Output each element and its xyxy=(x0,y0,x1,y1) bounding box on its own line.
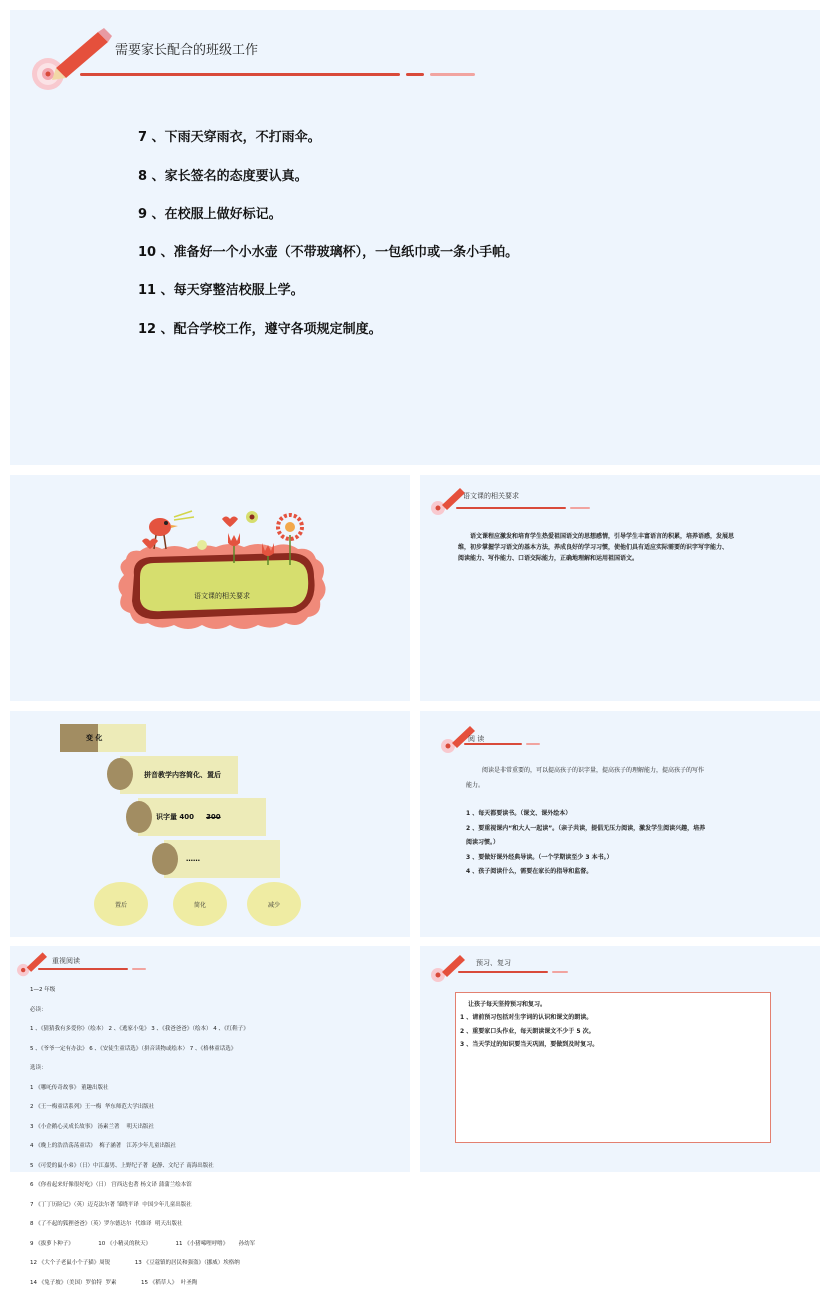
slide-title: 语文课的相关要求 xyxy=(463,492,519,500)
page-title: 需要家长配合的班级工作 xyxy=(115,43,259,58)
book-line: 1—2 年级 xyxy=(30,987,56,993)
paragraph-line: 阅读能力、写作能力、口语交际能力，正确地理解和运用祖国语文。 xyxy=(458,555,639,562)
change-row-label: 识字量 400 xyxy=(156,813,195,821)
book-line: 12 《大个子老鼠小个子猫》周锐 13 《豆蔻镇的居民和强盗》（挪威）埃格纳 xyxy=(30,1260,240,1266)
oval-badge: 置后 xyxy=(94,882,148,926)
slide-cover xyxy=(10,475,410,701)
book-line: 5 、《爷爷一定有办法》 6 、《安徒生童话选》（拼音读物或绘本） 7 、《格林童话选》 xyxy=(30,1045,237,1052)
title-underline xyxy=(80,73,400,76)
oval-badge: 减少 xyxy=(247,882,301,926)
book-line: 9 《拔萝卜种子》 10 《小精灵的秋天》 11 《小猪唏哩呼噜》 孙幼军 xyxy=(30,1240,256,1247)
reading-item: 3 、要做好课外经典导读。（一个学期读至少 3 本书。） xyxy=(466,854,613,861)
slide-change xyxy=(10,711,410,937)
book-line: 7 《丁丁历险记》（英）迈克法尔著 邹晓平译 中国少年儿童出版社 xyxy=(30,1201,192,1208)
book-line: 4 《晚上的浩浩荡荡童话》 梅子涵著 江苏少年儿童出版社 xyxy=(30,1143,176,1149)
title-underline xyxy=(458,971,548,973)
list-item: 9 、在校服上做好标记。 xyxy=(138,207,282,222)
preview-heading: 让孩子每天坚持预习和复习。 xyxy=(468,1001,547,1008)
paragraph-line: 语文课程应激发和培育学生热爱祖国语文的思想感情，引导学生丰富语言的积累，培养语感，发展思 xyxy=(470,533,735,540)
title-underline-end xyxy=(526,743,540,745)
pencil-target-icon xyxy=(428,950,468,984)
slide-title: 重视阅读 xyxy=(52,957,80,965)
preview-item: 3 、当天学过的知识要当天巩固，要做到及时复习。 xyxy=(460,1041,599,1048)
book-line: 5 《可爱的鼠小弟》（日）中江嘉男、上野纪子著 赵静、文纪子 南海出版社 xyxy=(30,1162,214,1169)
title-underline xyxy=(464,743,522,745)
paragraph-line: 维，初步掌握学习语文的基本方法，养成良好的学习习惯，使他们具有适应实际需要的识字写字能力、 xyxy=(458,544,729,551)
flower-banner-illustration xyxy=(110,505,335,640)
cover-label: 语文课的相关要求 xyxy=(194,592,250,600)
book-list xyxy=(30,974,255,1299)
paragraph-line: 能力。 xyxy=(466,782,485,789)
book-line: 必读： xyxy=(30,1006,47,1013)
change-header xyxy=(60,724,146,752)
preview-item: 1 、请前预习包括对生字词的认识和课文的朗读。 xyxy=(460,1014,593,1021)
title-underline xyxy=(456,507,566,509)
book-line: 选读： xyxy=(30,1065,47,1071)
book-line: 3 《小企鹅心灵成长故事》 汤素兰著 明天出版社 xyxy=(30,1123,154,1130)
title-underline-end xyxy=(552,971,568,973)
pencil-target-icon xyxy=(428,483,468,517)
book-line: 8 《了不起的狐狸爸爸》（英）罗尔德达尔 代维译 明天出版社 xyxy=(30,1221,183,1227)
pencil-target-icon xyxy=(26,24,116,94)
slide-class-work xyxy=(10,10,820,465)
book-line: 14 《兔子坡》（美国）罗伯特 罗素 15 《稻草人》 叶圣陶 xyxy=(30,1279,198,1286)
title-underline-end xyxy=(132,968,146,970)
list-item: 7 、下雨天穿雨衣，不打雨伞。 xyxy=(138,130,321,145)
reading-item: 4 、孩子阅读什么，需要在家长的指导和监督。 xyxy=(466,868,593,875)
title-underline-end xyxy=(570,507,590,509)
slide-books xyxy=(10,946,410,1286)
book-line: 2 《王一梅童话系列》王一梅 华东师范大学出版社 xyxy=(30,1104,155,1110)
reading-item: 2 、要重视课内“和大人一起读”。（亲子共读，提倡无压力阅读，激发学生阅读兴趣，培养 xyxy=(466,825,706,832)
list-item: 8 、家长签名的态度要认真。 xyxy=(138,169,308,184)
change-row xyxy=(138,798,266,836)
row-bullet xyxy=(107,758,133,790)
reading-item: 阅读习惯。） xyxy=(466,839,500,846)
reading-item: 1 、每天都要读书。（课文、课外绘本） xyxy=(466,810,572,817)
header-label: 变 化 xyxy=(86,734,103,742)
slide-title: 阅 读 xyxy=(468,735,485,743)
list-item: 11 、每天穿整洁校服上学。 xyxy=(138,283,304,298)
title-underline-end xyxy=(430,73,475,76)
paragraph-line: 阅读是非常重要的，可以提高孩子的识字量，提高孩子的理解能力，提高孩子的写作 xyxy=(482,767,705,774)
struck-value: 300 xyxy=(206,813,221,821)
title-underline xyxy=(38,968,128,970)
list-item: 12 、配合学校工作，遵守各项规定制度。 xyxy=(138,322,382,337)
row-bullet xyxy=(126,801,152,833)
preview-item: 2 、重要家口头作业，每天朗读课文不少于 5 次。 xyxy=(460,1028,595,1035)
slide-reading xyxy=(420,711,820,937)
change-row xyxy=(164,840,280,878)
book-line: 1 《哪吒传奇故事》 董趣出版社 xyxy=(30,1084,109,1091)
book-line: 1 、《猜猜我有多爱你》（绘本） 2 、《逃家小兔》 3 、《我爸爸爸》（绘本） 4 、《红鞋子》 xyxy=(30,1026,249,1032)
change-row-label: …… xyxy=(186,855,200,863)
slide-preview-review xyxy=(420,946,820,1172)
title-underline-tail xyxy=(406,73,424,76)
slide-title: 预习、复习 xyxy=(476,959,511,967)
preview-box xyxy=(455,992,771,1143)
change-row xyxy=(120,756,238,794)
book-line: 6 《你看起来好像很好吃》（日） 宫西达也著 杨文译 蒲蒲兰绘本馆 xyxy=(30,1182,192,1188)
oval-badge: 简化 xyxy=(173,882,227,926)
change-row-label: 拼音教学内容简化、置后 xyxy=(144,771,221,779)
slide-requirements xyxy=(420,475,820,701)
row-bullet xyxy=(152,843,178,875)
list-item: 10 、准备好一个小水壶（不带玻璃杯），一包纸巾或一条小手帕。 xyxy=(138,245,519,260)
